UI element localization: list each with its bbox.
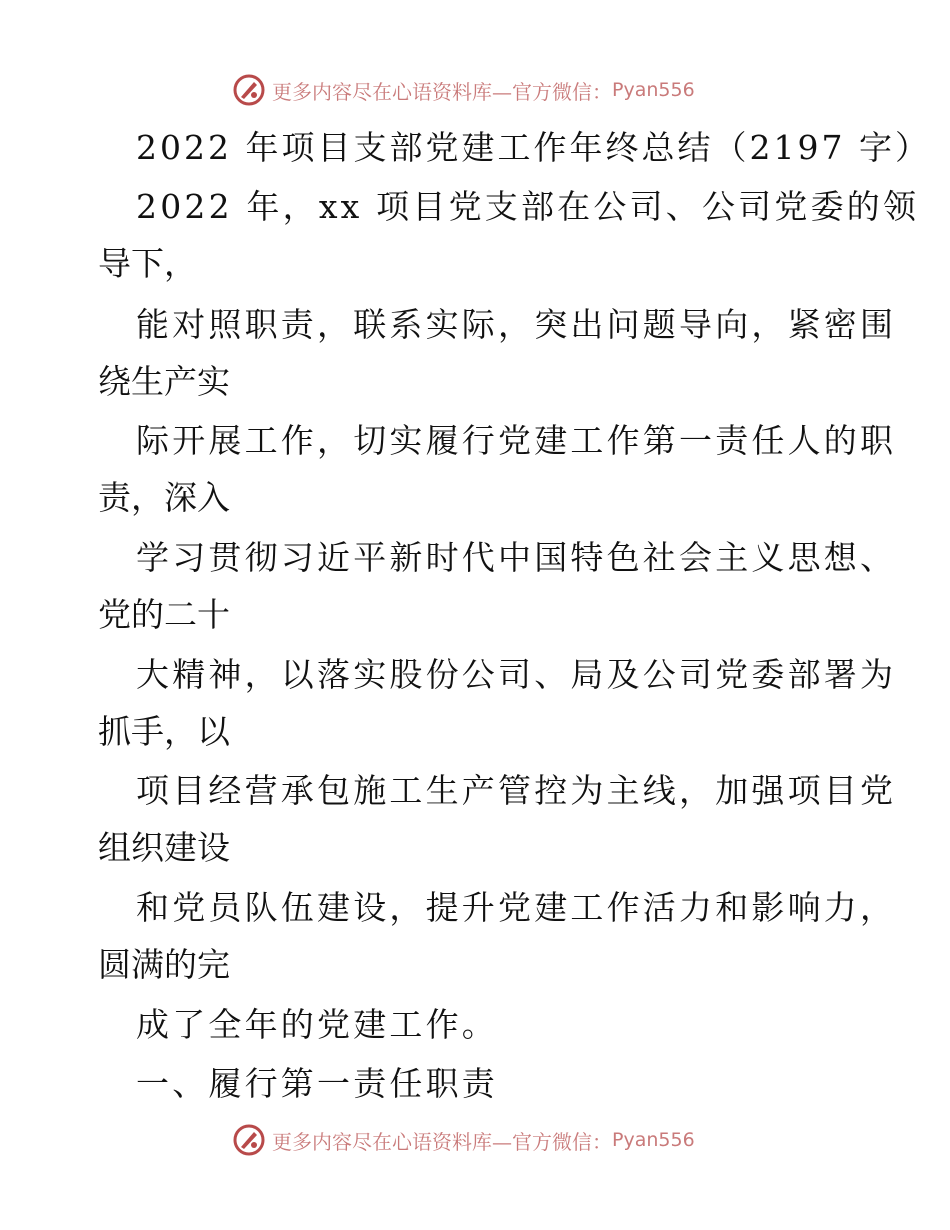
- watermark-wechat-id: Pyan556: [612, 79, 695, 101]
- header-watermark: [232, 72, 732, 108]
- paragraph-line: 大精神，以落实股份公司、局及公司党委部署为: [136, 655, 897, 694]
- paragraph-line: 责，深入: [98, 478, 230, 517]
- watermark-wechat-id: Pyan556: [612, 1129, 695, 1151]
- watermark-text: 更多内容尽在心语资料库—官方微信：: [272, 1129, 612, 1154]
- document-title: 2022 年项目支部党建工作年终总结（2197 字）: [136, 128, 931, 167]
- paragraph-line: 党的二十: [98, 595, 230, 634]
- watermark-text: 更多内容尽在心语资料库—官方微信：: [272, 79, 612, 104]
- quill-seal-icon: [232, 1123, 266, 1157]
- paragraph-line: 成了全年的党建工作。: [136, 1005, 498, 1044]
- section-heading: 一、履行第一责任职责: [136, 1064, 498, 1103]
- paragraph-line: 2022 年，xx 项目党支部在公司、公司党委的领: [136, 187, 920, 226]
- paragraph-line: 导下，: [98, 244, 197, 283]
- paragraph-line: 组织建设: [98, 828, 230, 867]
- paragraph-line: 和党员队伍建设，提升党建工作活力和影响力，: [136, 888, 897, 927]
- paragraph-line: 圆满的完: [98, 945, 230, 984]
- paragraph-line: 学习贯彻习近平新时代中国特色社会主义思想、: [136, 538, 897, 577]
- paragraph-line: 际开展工作，切实履行党建工作第一责任人的职: [136, 421, 897, 460]
- quill-seal-icon: [232, 73, 266, 107]
- paragraph-line: 项目经营承包施工生产管控为主线，加强项目党: [136, 771, 897, 810]
- paragraph-line: 能对照职责，联系实际，突出问题导向，紧密围: [136, 305, 897, 344]
- paragraph-line: 绕生产实: [98, 362, 230, 401]
- footer-watermark: [232, 1122, 732, 1158]
- paragraph-line: 抓手，以: [98, 712, 230, 751]
